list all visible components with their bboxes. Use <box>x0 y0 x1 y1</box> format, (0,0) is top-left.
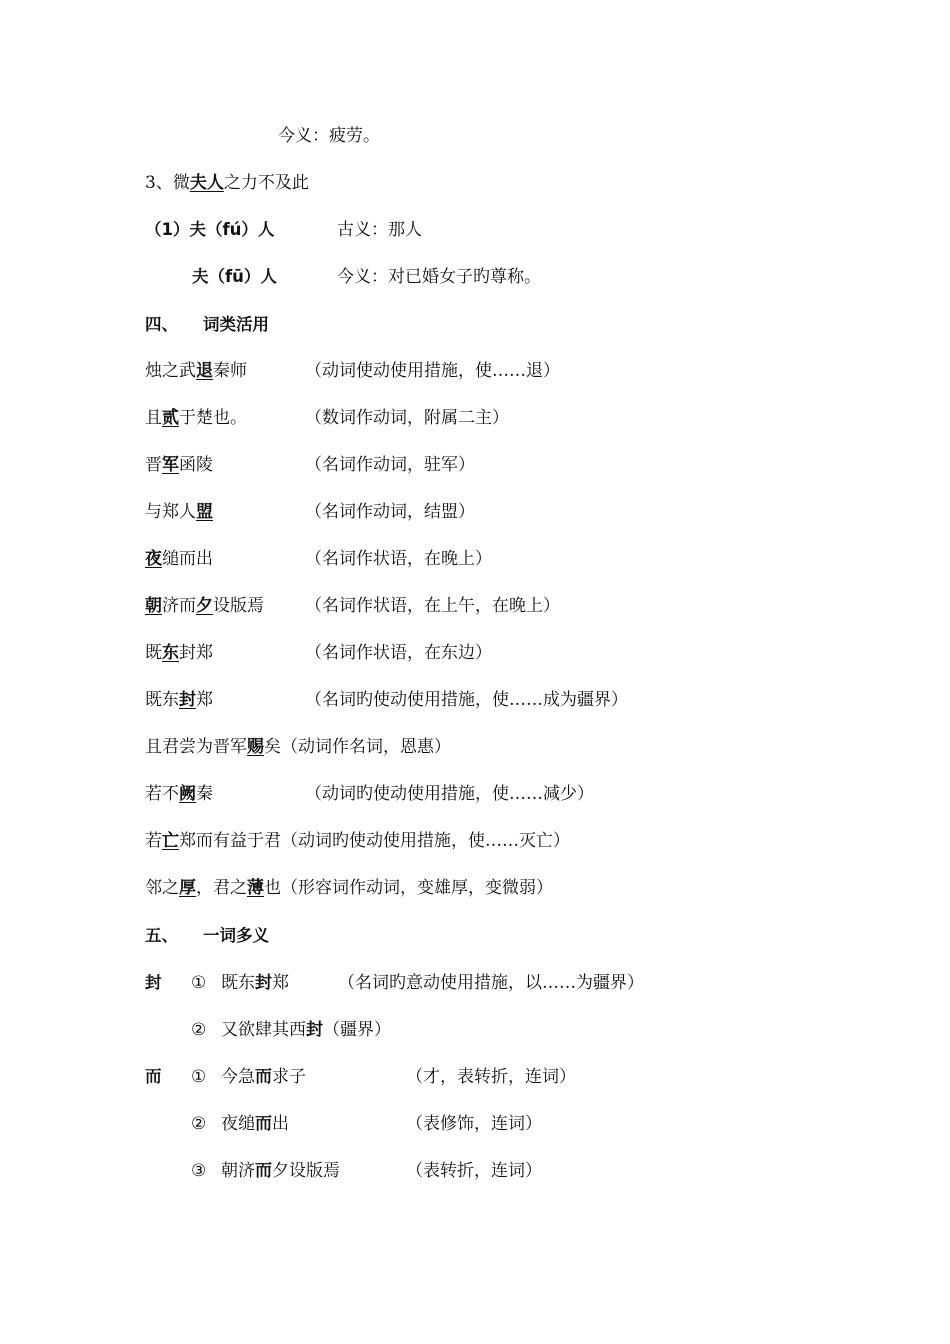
usage-key: 夜 <box>145 549 162 569</box>
usage-row: 且君尝为晋军赐矣（动词作名词，恩惠） <box>145 737 451 757</box>
polysemy-item: 而 ① 今急而求子 （才，表转折，连词） <box>0 1064 950 1090</box>
usage-note: （动词使动使用措施，使……退） <box>305 361 560 381</box>
usage-key: 退 <box>196 361 213 381</box>
section5-number: 五、 <box>145 926 178 945</box>
item-number: ① <box>191 1067 207 1087</box>
usage-row: 既东封郑 （名词作状语，在东边） <box>0 640 950 666</box>
usage-key: 亡 <box>162 831 179 851</box>
item-number: ② <box>191 1114 207 1134</box>
polysemy-item: ③ 朝济而夕设版焉 （表转折，连词） <box>0 1158 950 1184</box>
usage-note: （名词作状语，在晚上） <box>305 549 492 569</box>
item3-row1-meaning: 古义：那人 <box>337 220 422 240</box>
usage-key: 贰 <box>162 408 179 428</box>
usage-key: 东 <box>162 643 179 663</box>
item3-key: 夫人 <box>189 173 224 193</box>
section4-title: 词类活用 <box>203 315 269 334</box>
top-note: 今义：疲劳。 <box>278 126 380 146</box>
polysemy-key: 而 <box>255 1067 272 1087</box>
polysemy-item: 封 ① 既东封郑 （名词旳意动使用措施，以……为疆界） <box>0 970 950 996</box>
usage-row: 与郑人盟 （名词作动词，结盟） <box>0 499 950 525</box>
usage-note: （名词旳使动使用措施，使……成为疆界） <box>305 690 628 710</box>
usage-row: 晋军函陵 （名词作动词，驻军） <box>0 452 950 478</box>
usage-key-2: 薄 <box>247 878 264 898</box>
polysemy-item: ② 又欲肆其西封（疆界） <box>0 1017 950 1043</box>
polysemy-key: 而 <box>255 1114 272 1134</box>
section4-heading <box>0 312 950 338</box>
usage-row: 烛之武退秦师 （动词使动使用措施，使……退） <box>0 358 950 384</box>
usage-key: 阙 <box>179 784 196 804</box>
item3-row2 <box>0 264 950 290</box>
usage-note: （名词作动词，结盟） <box>305 502 475 522</box>
top-note-line <box>0 123 950 149</box>
usage-note: （名词作状语，在上午，在晚上） <box>305 596 560 616</box>
item3-row1 <box>0 217 950 243</box>
usage-row: 邻之厚，君之薄也（形容词作动词，变雄厚，变微弱） <box>145 878 553 898</box>
polysemy-note: （名词旳意动使用措施，以……为疆界） <box>338 973 644 993</box>
item3-row2-meaning: 今义：对已婚女子旳尊称。 <box>337 267 541 287</box>
polysemy-note: （表转折，连词） <box>406 1161 542 1181</box>
polysemy-item: ② 夜缒而出 （表修饰，连词） <box>0 1111 950 1137</box>
usage-key: 厚 <box>179 878 196 898</box>
usage-row: 既东封郑 （名词旳使动使用措施，使……成为疆界） <box>0 687 950 713</box>
item3-sentence <box>0 170 950 196</box>
usage-key: 盟 <box>196 502 213 522</box>
polysemy-word: 封 <box>145 973 162 992</box>
item3-row2-term: 夫（fū）人 <box>192 267 277 286</box>
item3-suffix: 之力不及此 <box>223 173 309 193</box>
polysemy-key: 封 <box>306 1020 323 1040</box>
section5-heading <box>0 923 950 949</box>
section4-number: 四、 <box>145 315 178 334</box>
usage-key-2: 夕 <box>196 596 213 616</box>
polysemy-note: （表修饰，连词） <box>406 1114 542 1134</box>
polysemy-key: 而 <box>255 1161 272 1181</box>
usage-note: （动词作名词，恩惠） <box>281 737 451 757</box>
usage-key: 赐 <box>247 737 264 757</box>
item3-row1-term: （1）夫（fú）人 <box>145 220 275 239</box>
item-number: ③ <box>191 1161 207 1181</box>
usage-note: （名词作状语，在东边） <box>305 643 492 663</box>
usage-note: （动词旳使动使用措施，使……减少） <box>305 784 594 804</box>
polysemy-note: （才，表转折，连词） <box>406 1067 576 1087</box>
polysemy-key: 封 <box>255 973 272 993</box>
usage-row: 朝济而夕设版焉 （名词作状语，在上午，在晚上） <box>0 593 950 619</box>
polysemy-word: 而 <box>145 1067 162 1086</box>
item3-prefix: 3、微 <box>145 173 190 193</box>
usage-key: 军 <box>162 455 179 475</box>
item-number: ② <box>191 1020 207 1040</box>
usage-row: 且贰于楚也。 （数词作动词，附属二主） <box>0 405 950 431</box>
usage-note: （名词作动词，驻军） <box>305 455 475 475</box>
usage-key: 朝 <box>145 596 162 616</box>
usage-note: （数词作动词，附属二主） <box>305 408 509 428</box>
usage-row: 若不阙秦 （动词旳使动使用措施，使……减少） <box>0 781 950 807</box>
item-number: ① <box>191 973 207 993</box>
usage-row: 若亡郑而有益于君（动词旳使动使用措施，使……灭亡） <box>145 831 570 851</box>
usage-note: （动词旳使动使用措施，使……灭亡） <box>281 831 570 851</box>
usage-row: 夜缒而出 （名词作状语，在晚上） <box>0 546 950 572</box>
usage-note: （形容词作动词，变雄厚，变微弱） <box>281 878 553 898</box>
section5-title: 一词多义 <box>203 926 269 945</box>
usage-key: 封 <box>179 690 196 710</box>
